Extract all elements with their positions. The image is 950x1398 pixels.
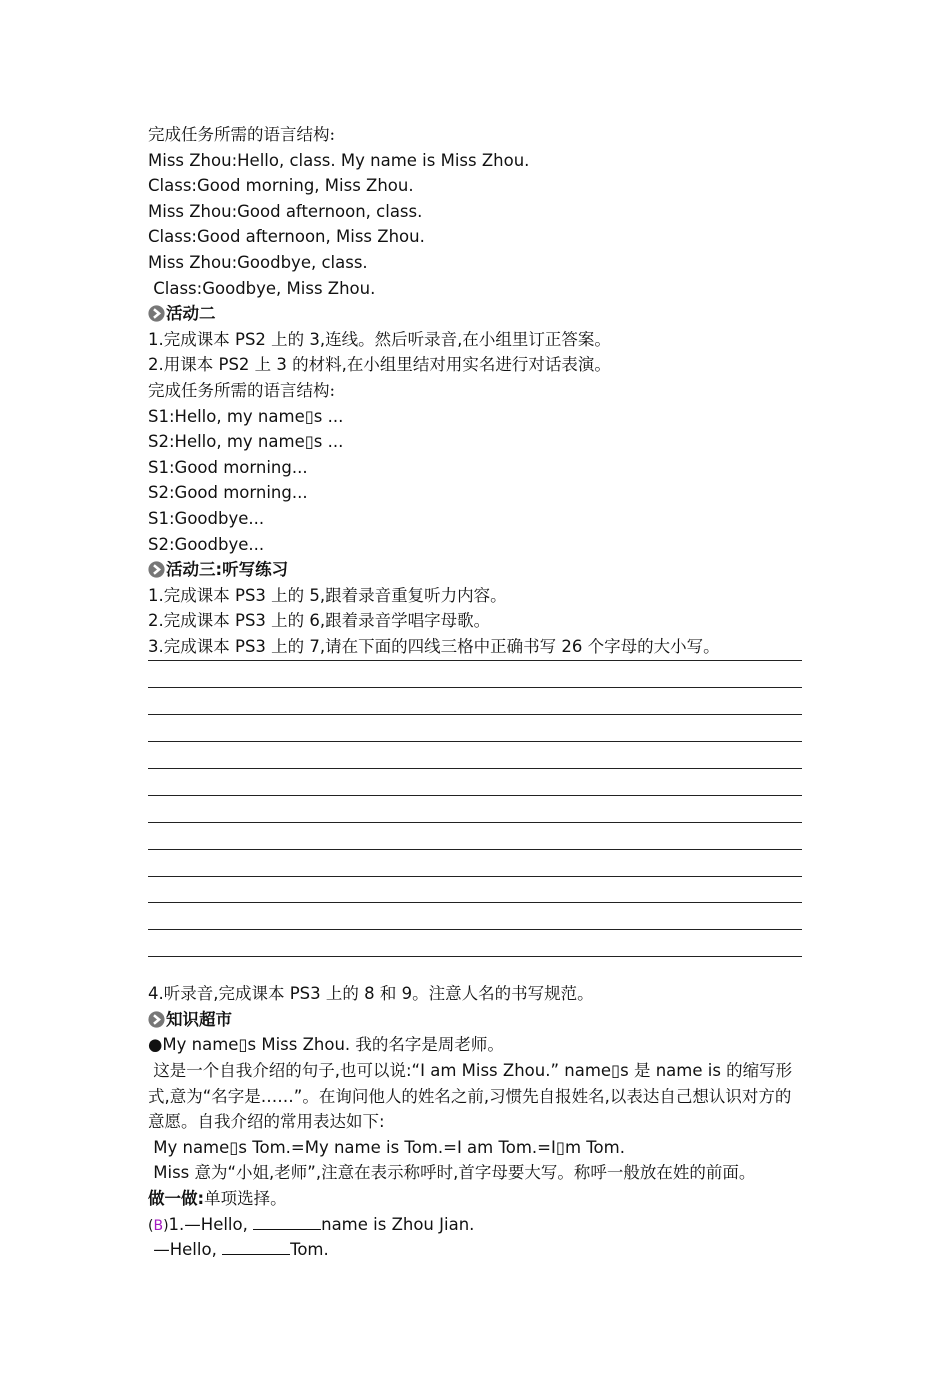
knowledge-miss-note: Miss 意为“小姐,老师”,注意在表示称呼时,首字母要大写。称呼一般放在姓的前面。: [148, 1163, 756, 1183]
exercise-question-1-response: [148, 1237, 802, 1263]
dialogue-line: S1:Hello, my name▯s ...: [148, 406, 344, 426]
answer-letter: B: [153, 1217, 164, 1234]
dialogue-line: S2:Hello, my name▯s ...: [148, 432, 344, 452]
answer-open-paren: (: [148, 1217, 154, 1234]
knowledge-title: 知识超市: [166, 1009, 232, 1029]
activity3-item: 2.完成课本 PS3 上的 6,跟着录音学唱字母歌。: [148, 611, 491, 631]
question-text: Tom.: [290, 1240, 329, 1260]
play-arrow-icon: [148, 1011, 165, 1028]
activity3-item: 3.完成课本 PS3 上的 7,请在下面的四线三格中正确书写 26 个字母的大小写。: [148, 636, 720, 656]
exercise-heading: [148, 1186, 802, 1212]
activity3-item: 1.完成课本 PS3 上的 5,跟着录音重复听力内容。: [148, 585, 507, 605]
answer-blank: [253, 1213, 321, 1230]
activity3-title: 活动三:听写练习: [166, 560, 289, 580]
dialogue-line: Miss Zhou:Goodbye, class.: [148, 252, 368, 272]
dialogue-line: S1:Goodbye...: [148, 508, 265, 528]
exercise-subtitle: 单项选择。: [204, 1189, 287, 1209]
knowledge-explanation: 这是一个自我介绍的句子,也可以说:“I am Miss Zhou.” name▯s 是 name is 的缩写形式,意为“名字是……”。在询问他人的姓名之前,习惯先自报姓名,以表达自己想认识对方的意愿。自我介绍的常用表达如下:: [148, 1061, 793, 1132]
exercise-title: 做一做:: [148, 1189, 205, 1209]
writing-line: [148, 715, 802, 742]
activity2-title: 活动二: [166, 304, 216, 324]
writing-line: [148, 688, 802, 715]
structure-title: 完成任务所需的语言结构:: [148, 125, 336, 144]
writing-line: [148, 850, 802, 877]
dialogue-line: Miss Zhou:Hello, class. My name is Miss Zhou.: [148, 150, 530, 170]
dialogue-line: Class:Goodbye, Miss Zhou.: [148, 278, 376, 298]
writing-line: [148, 877, 802, 904]
activity2-item: 2.用课本 PS2 上 3 的材料,在小组里结对用实名进行对话表演。: [148, 355, 611, 375]
question-text: name is Zhou Jian.: [321, 1214, 475, 1234]
activity2-item: 1.完成课本 PS2 上的 3,连线。然后听录音,在小组里订正答案。: [148, 329, 611, 349]
document-page: [148, 122, 802, 1263]
writing-line: [148, 823, 802, 850]
play-arrow-icon: [148, 305, 165, 322]
exercise-question-1: [148, 1212, 802, 1238]
question-text: —Hello,: [148, 1240, 223, 1260]
play-arrow-icon: [148, 561, 165, 578]
dialogue-line: Class:Good afternoon, Miss Zhou.: [148, 227, 425, 247]
knowledge-expression: My name▯s Tom.=My name is Tom.=I am Tom.=I▯m Tom.: [148, 1137, 625, 1157]
dialogue-line: S2:Goodbye...: [148, 534, 265, 554]
activity2-heading: [148, 301, 802, 327]
writing-line: [148, 796, 802, 823]
dialogue-line: S1:Good morning...: [148, 457, 308, 477]
answer-close-paren: ): [163, 1217, 169, 1234]
dialogue-line: S2:Good morning...: [148, 483, 308, 503]
activity3-heading: [148, 557, 802, 583]
answer-blank: [222, 1238, 290, 1255]
writing-line: [148, 742, 802, 769]
writing-lines: [148, 660, 802, 957]
writing-line: [148, 769, 802, 796]
writing-line: [148, 903, 802, 930]
dialogue-line: Class:Good morning, Miss Zhou.: [148, 176, 414, 196]
knowledge-bullet: ●My name▯s Miss Zhou. 我的名字是周老师。: [148, 1035, 504, 1055]
writing-line: [148, 930, 802, 957]
structure-title: 完成任务所需的语言结构:: [148, 380, 336, 400]
question-text: 1.—Hello,: [168, 1214, 254, 1234]
writing-line: [148, 661, 802, 688]
activity3-item4: 4.听录音,完成课本 PS3 上的 8 和 9。注意人名的书写规范。: [148, 984, 594, 1004]
dialogue-line: Miss Zhou:Good afternoon, class.: [148, 201, 423, 221]
knowledge-heading: [148, 1007, 802, 1033]
